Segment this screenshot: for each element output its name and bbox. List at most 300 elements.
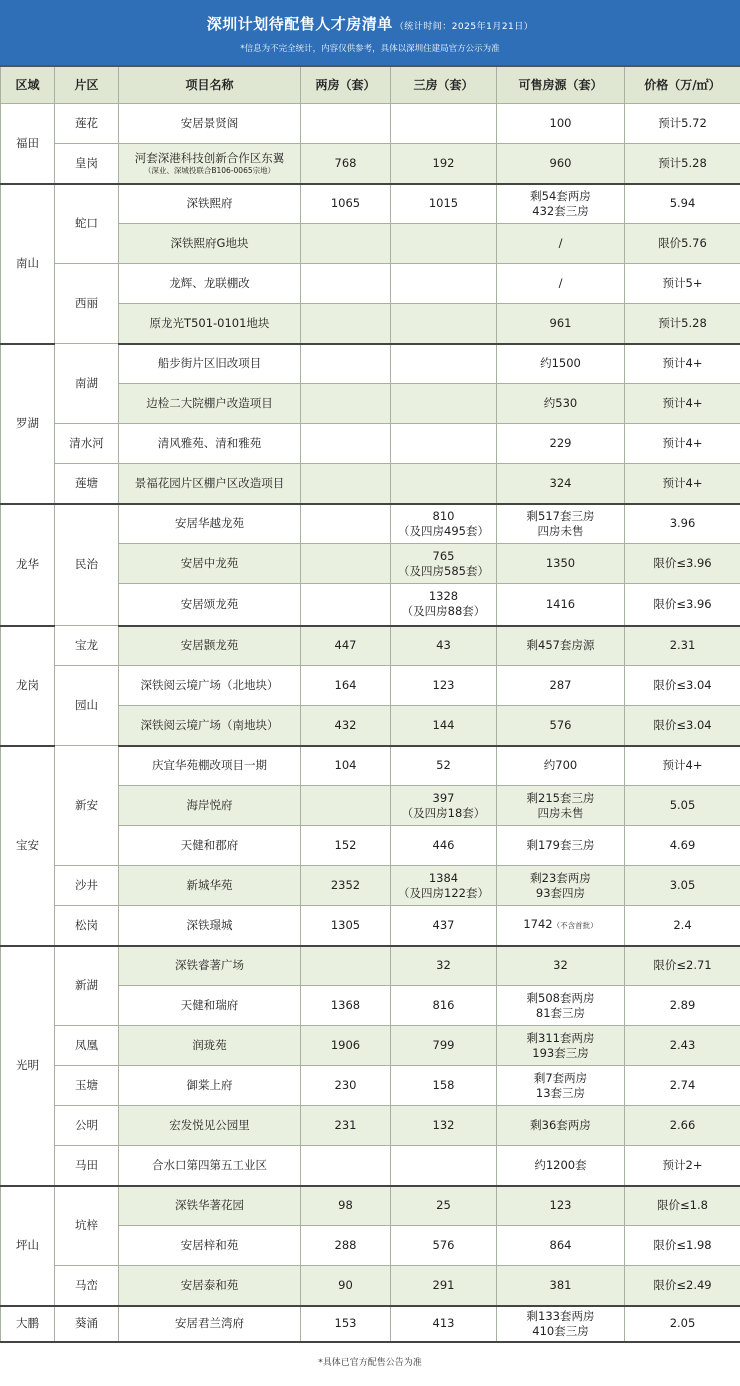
- project-cell-text: 深铁阅云境广场（北地块）: [140, 678, 279, 692]
- project-cell: [119, 1026, 301, 1066]
- three-room-cell: [391, 986, 497, 1026]
- two-room-cell: [301, 184, 391, 224]
- two-room-cell: [301, 1306, 391, 1342]
- project-cell-text: 安居华越龙苑: [175, 516, 244, 531]
- two-room-cell: [301, 264, 391, 304]
- three-room-cell-text: （及四房18套）: [401, 805, 486, 820]
- price-cell-text: 限价≤3.04: [653, 678, 712, 692]
- available-cell: [497, 946, 625, 986]
- table-row: [1, 144, 740, 184]
- project-cell-text: 安居梓和苑: [180, 1238, 239, 1252]
- project-cell: [119, 626, 301, 666]
- area-cell-text: 葵涌: [75, 1316, 98, 1330]
- three-room-cell-text: 810: [432, 508, 455, 523]
- area-cell-text: 南湖: [75, 376, 98, 390]
- three-room-cell-text: 144: [432, 717, 455, 732]
- two-room-cell: [301, 866, 391, 906]
- project-cell: [119, 464, 301, 504]
- available-cell: [497, 344, 625, 384]
- two-room-cell: [301, 224, 391, 264]
- area-cell: [55, 1106, 119, 1146]
- three-room-cell: [391, 1146, 497, 1186]
- price-cell: [625, 946, 740, 986]
- district-cell-text: 宝安: [16, 838, 39, 852]
- available-cell-text: 32: [553, 958, 568, 973]
- three-room-cell: [391, 304, 497, 344]
- area-cell-text: 新安: [75, 798, 98, 812]
- three-room-cell: [391, 906, 497, 946]
- district-cell-text: 南山: [16, 256, 39, 270]
- table-row: [1, 504, 740, 544]
- two-room-cell: [301, 706, 391, 746]
- three-room-cell-text: 32: [436, 958, 451, 973]
- price-cell: [625, 866, 740, 906]
- three-room-cell-text: 1015: [428, 196, 459, 211]
- district-cell-text: 坪山: [16, 1238, 39, 1252]
- area-cell: [55, 504, 119, 626]
- project-cell-text: 河套深港科技创新合作区东翼: [134, 150, 285, 165]
- project-cell: [119, 264, 301, 304]
- price-cell: [625, 504, 740, 544]
- two-room-cell-text: 432: [334, 717, 357, 732]
- project-cell-text: 深铁熙府G地块: [170, 236, 249, 250]
- title-row: [0, 0, 740, 34]
- three-room-cell-text: 43: [436, 638, 451, 653]
- three-room-cell: [391, 626, 497, 666]
- three-room-cell: [391, 544, 497, 584]
- price-cell-text: 预计2+: [662, 1157, 703, 1172]
- price-cell-text: 限价≤1.8: [657, 1198, 708, 1213]
- available-cell: [497, 626, 625, 666]
- available-cell: [497, 1266, 625, 1306]
- three-room-cell-text: 1328: [428, 589, 459, 604]
- price-cell: [625, 264, 740, 304]
- available-cell-text: 381: [549, 1277, 572, 1292]
- area-cell-text: 新湖: [75, 978, 98, 993]
- district-cell-text: 光明: [16, 1058, 39, 1072]
- three-room-cell: [391, 264, 497, 304]
- three-room-cell-text: 446: [432, 838, 455, 852]
- two-room-cell: [301, 986, 391, 1026]
- district-cell: [1, 626, 55, 746]
- price-cell-text: 3.96: [669, 516, 696, 531]
- project-cell: [119, 144, 301, 184]
- area-cell-text: 坑梓: [75, 1218, 98, 1233]
- two-room-cell-text: 230: [334, 1078, 357, 1092]
- price-cell: [625, 464, 740, 504]
- price-cell-text: 限价≤3.96: [653, 596, 712, 611]
- available-cell-text: 约530: [543, 396, 578, 410]
- area-cell-text: 园山: [75, 698, 98, 712]
- available-cell: [497, 1106, 625, 1146]
- available-cell-text: 100: [549, 116, 572, 130]
- price-cell: [625, 666, 740, 706]
- two-room-cell: [301, 344, 391, 384]
- project-cell-text: 深铁阅云境广场（南地块）: [140, 717, 279, 732]
- available-cell-text: 1416: [545, 596, 576, 611]
- three-room-cell: [391, 1306, 497, 1342]
- two-room-cell-text: 90: [338, 1277, 353, 1292]
- area-cell-text: 皇岗: [75, 155, 98, 170]
- page-header: [0, 0, 740, 65]
- price-cell: [625, 1306, 740, 1342]
- project-cell: [119, 224, 301, 264]
- price-cell-text: 预计5.28: [658, 315, 707, 330]
- three-room-cell: [391, 1266, 497, 1306]
- project-cell-text: 安居君兰湾府: [175, 1316, 244, 1330]
- three-room-cell-text: 765: [432, 548, 455, 563]
- price-cell-text: 预计4+: [662, 475, 703, 490]
- price-cell-text: 限价≤2.49: [653, 1277, 712, 1292]
- available-cell: [497, 1026, 625, 1066]
- three-room-cell-text: 52: [436, 758, 451, 773]
- area-cell-text: 清水河: [69, 436, 104, 450]
- available-cell: [497, 144, 625, 184]
- available-cell-text: 剩508套两房: [526, 990, 595, 1005]
- project-cell: [119, 906, 301, 946]
- price-cell: [625, 544, 740, 584]
- three-room-cell-text: （及四房495套）: [398, 523, 489, 538]
- three-room-cell-text: 799: [432, 1038, 455, 1052]
- two-room-cell-text: 1906: [330, 1038, 361, 1052]
- three-room-cell: [391, 746, 497, 786]
- three-room-cell: [391, 666, 497, 706]
- two-room-cell-text: 447: [334, 638, 357, 653]
- project-cell: [119, 1266, 301, 1306]
- area-cell: [55, 666, 119, 746]
- three-room-cell-text: 437: [432, 917, 455, 932]
- price-cell-text: 预计4+: [662, 356, 703, 371]
- table-row: [1, 626, 740, 666]
- area-cell-text: 西丽: [75, 296, 98, 310]
- footer-note: *具体已官方配售公告为准: [318, 1357, 422, 1368]
- project-cell: [119, 946, 301, 986]
- two-room-cell: [301, 1146, 391, 1186]
- two-room-cell: [301, 144, 391, 184]
- header-row: [1, 66, 740, 104]
- available-cell: [497, 1226, 625, 1266]
- column-header: 价格（万/㎡）: [625, 66, 740, 104]
- column-header: 可售房源（套）: [497, 66, 625, 104]
- project-cell-text: 深铁华著花园: [175, 1198, 244, 1213]
- price-cell: [625, 304, 740, 344]
- available-cell: [497, 986, 625, 1026]
- two-room-cell: [301, 424, 391, 464]
- project-cell-text: 安居泰和苑: [180, 1277, 239, 1292]
- price-cell: [625, 1146, 740, 1186]
- three-room-cell-text: 576: [432, 1238, 455, 1252]
- area-cell-text: 松岗: [75, 917, 98, 932]
- project-cell-text: 合水口第四第五工业区: [152, 1157, 267, 1172]
- available-cell: [497, 866, 625, 906]
- three-room-cell: [391, 224, 497, 264]
- two-room-cell-text: 1368: [330, 998, 361, 1012]
- table-row: [1, 1026, 740, 1066]
- project-cell: [119, 706, 301, 746]
- available-cell: [497, 464, 625, 504]
- column-header: 区域: [1, 66, 55, 104]
- district-cell-text: 龙岗: [16, 678, 39, 692]
- available-cell-text: 约1200套: [534, 1157, 587, 1172]
- available-cell-text: 剩179套三房: [526, 838, 595, 852]
- column-header: 项目名称: [119, 66, 301, 104]
- district-cell: [1, 504, 55, 626]
- available-cell-text: 432套三房: [532, 203, 589, 218]
- project-cell: [119, 746, 301, 786]
- available-cell-text: 约700: [543, 758, 578, 773]
- project-cell-text: 边检二大院棚户改造项目: [146, 396, 273, 410]
- price-cell-text: 限价≤1.98: [653, 1238, 712, 1252]
- two-room-cell-text: 98: [338, 1198, 353, 1213]
- available-cell: [497, 1066, 625, 1106]
- three-room-cell: [391, 504, 497, 544]
- price-cell: [625, 584, 740, 626]
- price-cell-text: 预计4+: [662, 436, 703, 450]
- available-cell-text: 229: [549, 436, 572, 450]
- district-cell: [1, 746, 55, 946]
- project-cell-text: 安居景贤阁: [180, 116, 239, 130]
- disclaimer: *信息为不完全统计，内容仅供参考，具体以深圳住建局官方公示为准: [240, 44, 500, 54]
- project-cell-text: 清风雅苑、清和雅苑: [157, 436, 262, 450]
- price-cell-text: 限价≤2.71: [653, 958, 712, 973]
- three-room-cell-text: （及四房88套）: [401, 604, 486, 619]
- available-cell-text: 剩457套房源: [526, 638, 595, 653]
- three-room-cell: [391, 144, 497, 184]
- three-room-cell-text: 192: [432, 155, 455, 170]
- price-cell: [625, 986, 740, 1026]
- price-cell-text: 限价5.76: [658, 236, 707, 250]
- available-cell-text: 324: [549, 475, 572, 490]
- area-cell: [55, 946, 119, 1026]
- price-cell: [625, 384, 740, 424]
- available-cell: [497, 504, 625, 544]
- two-room-cell: [301, 1106, 391, 1146]
- two-room-cell: [301, 104, 391, 144]
- area-cell: [55, 746, 119, 866]
- area-cell: [55, 626, 119, 666]
- project-cell: [119, 424, 301, 464]
- price-cell: [625, 424, 740, 464]
- three-room-cell: [391, 946, 497, 986]
- area-cell-text: 凤凰: [75, 1038, 98, 1052]
- district-cell: [1, 1186, 55, 1306]
- project-cell: [119, 666, 301, 706]
- stat-time: （统计时间：2025年1月21日）: [394, 22, 534, 32]
- two-room-cell-text: 288: [334, 1238, 357, 1252]
- available-cell-text: 剩133套两房: [526, 1308, 595, 1323]
- column-header: 三房（套）: [391, 66, 497, 104]
- three-room-cell-text: 397: [432, 790, 455, 805]
- project-cell-text: 安居中龙苑: [180, 556, 239, 570]
- price-cell-text: 2.4: [673, 917, 692, 932]
- available-cell: [497, 826, 625, 866]
- two-room-cell: [301, 1026, 391, 1066]
- price-cell: [625, 826, 740, 866]
- project-cell: [119, 1066, 301, 1106]
- three-room-cell: [391, 786, 497, 826]
- project-cell: [119, 1226, 301, 1266]
- area-cell-text: 公明: [75, 1118, 98, 1132]
- three-room-cell: [391, 384, 497, 424]
- area-cell-text: 马田: [75, 1157, 98, 1172]
- available-cell: [497, 264, 625, 304]
- available-cell-text: 剩23套两房: [530, 870, 591, 885]
- column-header: 两房（套）: [301, 66, 391, 104]
- available-cell: [497, 384, 625, 424]
- two-room-cell: [301, 946, 391, 986]
- price-cell-text: 2.74: [669, 1078, 696, 1092]
- two-room-cell: [301, 384, 391, 424]
- available-cell: [497, 104, 625, 144]
- area-cell: [55, 424, 119, 464]
- price-cell-text: 2.66: [669, 1118, 696, 1132]
- available-cell-text: 193套三房: [532, 1045, 589, 1060]
- project-cell-text: 深铁熙府: [186, 196, 233, 211]
- project-cell: [119, 986, 301, 1026]
- project-cell-text: 龙辉、龙联棚改: [169, 276, 250, 290]
- available-cell: [497, 706, 625, 746]
- project-cell-text: 安居颢龙苑: [180, 638, 239, 653]
- table-row: [1, 1146, 740, 1186]
- three-room-cell-text: 158: [432, 1078, 455, 1092]
- price-cell-text: 2.31: [669, 638, 696, 653]
- three-room-cell: [391, 104, 497, 144]
- table-row: [1, 946, 740, 986]
- area-cell-text: 莲花: [75, 116, 98, 130]
- project-cell: [119, 1186, 301, 1226]
- area-cell: [55, 1026, 119, 1066]
- district-cell: [1, 946, 55, 1186]
- price-cell-text: 4.69: [669, 838, 696, 852]
- area-cell: [55, 866, 119, 906]
- available-cell-text: 81套三房: [535, 1005, 586, 1020]
- three-room-cell: [391, 1226, 497, 1266]
- column-header: 片区: [55, 66, 119, 104]
- project-cell: [119, 304, 301, 344]
- three-room-cell: [391, 1186, 497, 1226]
- available-cell: [497, 666, 625, 706]
- two-room-cell: [301, 584, 391, 626]
- project-cell-text: 海岸悦府: [186, 798, 233, 812]
- two-room-cell: [301, 666, 391, 706]
- three-room-cell: [391, 826, 497, 866]
- project-cell-text: 天健和郡府: [180, 838, 239, 852]
- available-cell-text: 约1500: [540, 356, 581, 371]
- available-cell-text: 剩7套两房: [533, 1070, 588, 1085]
- area-cell: [55, 1306, 119, 1342]
- price-cell-text: 2.89: [669, 998, 696, 1012]
- two-room-cell-text: 164: [334, 678, 357, 692]
- two-room-cell: [301, 746, 391, 786]
- three-room-cell: [391, 706, 497, 746]
- table-row: [1, 464, 740, 504]
- available-cell-text: 864: [549, 1238, 572, 1252]
- available-cell-text: 1350: [545, 556, 576, 570]
- two-room-cell: [301, 544, 391, 584]
- available-cell: [497, 544, 625, 584]
- two-room-cell: [301, 464, 391, 504]
- two-room-cell-text: 2352: [330, 878, 361, 892]
- two-room-cell: [301, 1186, 391, 1226]
- district-cell-text: 福田: [16, 135, 39, 150]
- available-cell-text: 410套三房: [532, 1323, 589, 1338]
- district-cell-text: 罗湖: [16, 416, 39, 430]
- three-room-cell: [391, 1066, 497, 1106]
- area-cell: [55, 1066, 119, 1106]
- price-cell-text: 预计5.72: [658, 116, 707, 130]
- area-cell-text: 莲塘: [75, 475, 98, 490]
- available-cell: [497, 786, 625, 826]
- available-cell: [497, 184, 625, 224]
- project-cell-text: 深铁睿著广场: [175, 958, 244, 973]
- table-row: [1, 1106, 740, 1146]
- price-cell: [625, 344, 740, 384]
- three-room-cell-text: 816: [432, 998, 455, 1012]
- price-cell-text: 限价≤3.96: [653, 556, 712, 570]
- price-cell-text: 预计4+: [662, 396, 703, 410]
- price-cell: [625, 746, 740, 786]
- price-cell: [625, 1186, 740, 1226]
- project-cell-text: 天健和瑞府: [180, 998, 239, 1012]
- available-cell-text: 剩215套三房: [526, 790, 595, 805]
- available-cell: [497, 584, 625, 626]
- project-cell-text: 深铁璟城: [186, 917, 233, 932]
- table-row: [1, 184, 740, 224]
- price-cell-text: 2.05: [669, 1316, 696, 1330]
- project-cell: [119, 1106, 301, 1146]
- price-cell: [625, 626, 740, 666]
- available-cell: [497, 1186, 625, 1226]
- three-room-cell-text: 132: [432, 1118, 455, 1132]
- area-cell-text: 沙井: [75, 878, 98, 892]
- price-cell-text: 预计5.28: [658, 155, 707, 170]
- table-row: [1, 1266, 740, 1306]
- price-cell: [625, 104, 740, 144]
- project-cell: [119, 584, 301, 626]
- available-cell-text: /: [558, 276, 563, 290]
- area-cell: [55, 344, 119, 424]
- three-room-cell: [391, 424, 497, 464]
- area-cell-text: 马峦: [75, 1277, 98, 1292]
- district-cell-text: 龙华: [16, 557, 39, 571]
- project-cell: [119, 184, 301, 224]
- available-cell-text: 四房未售: [537, 805, 584, 820]
- district-cell: [1, 1306, 55, 1342]
- available-cell-text: /: [558, 236, 563, 250]
- three-room-cell-text: （及四房585套）: [398, 563, 489, 578]
- district-cell: [1, 184, 55, 344]
- table-row: [1, 666, 740, 706]
- two-room-cell-text: 153: [334, 1316, 357, 1330]
- price-cell: [625, 1266, 740, 1306]
- price-cell: [625, 1106, 740, 1146]
- three-room-cell: [391, 1026, 497, 1066]
- price-cell: [625, 1066, 740, 1106]
- available-cell-text: （不含首批）: [552, 921, 598, 931]
- area-cell: [55, 464, 119, 504]
- two-room-cell-text: 768: [334, 155, 357, 170]
- two-room-cell: [301, 786, 391, 826]
- project-cell-text: （深业、深城投联合B106-0065宗地）: [143, 165, 276, 175]
- table-row: [1, 1066, 740, 1106]
- available-cell-text: 13套三房: [535, 1085, 586, 1100]
- area-cell: [55, 184, 119, 264]
- three-room-cell-text: 291: [432, 1277, 455, 1292]
- price-cell: [625, 906, 740, 946]
- table-row: [1, 906, 740, 946]
- area-cell-text: 民治: [75, 557, 98, 572]
- price-cell-text: 5.94: [669, 196, 696, 211]
